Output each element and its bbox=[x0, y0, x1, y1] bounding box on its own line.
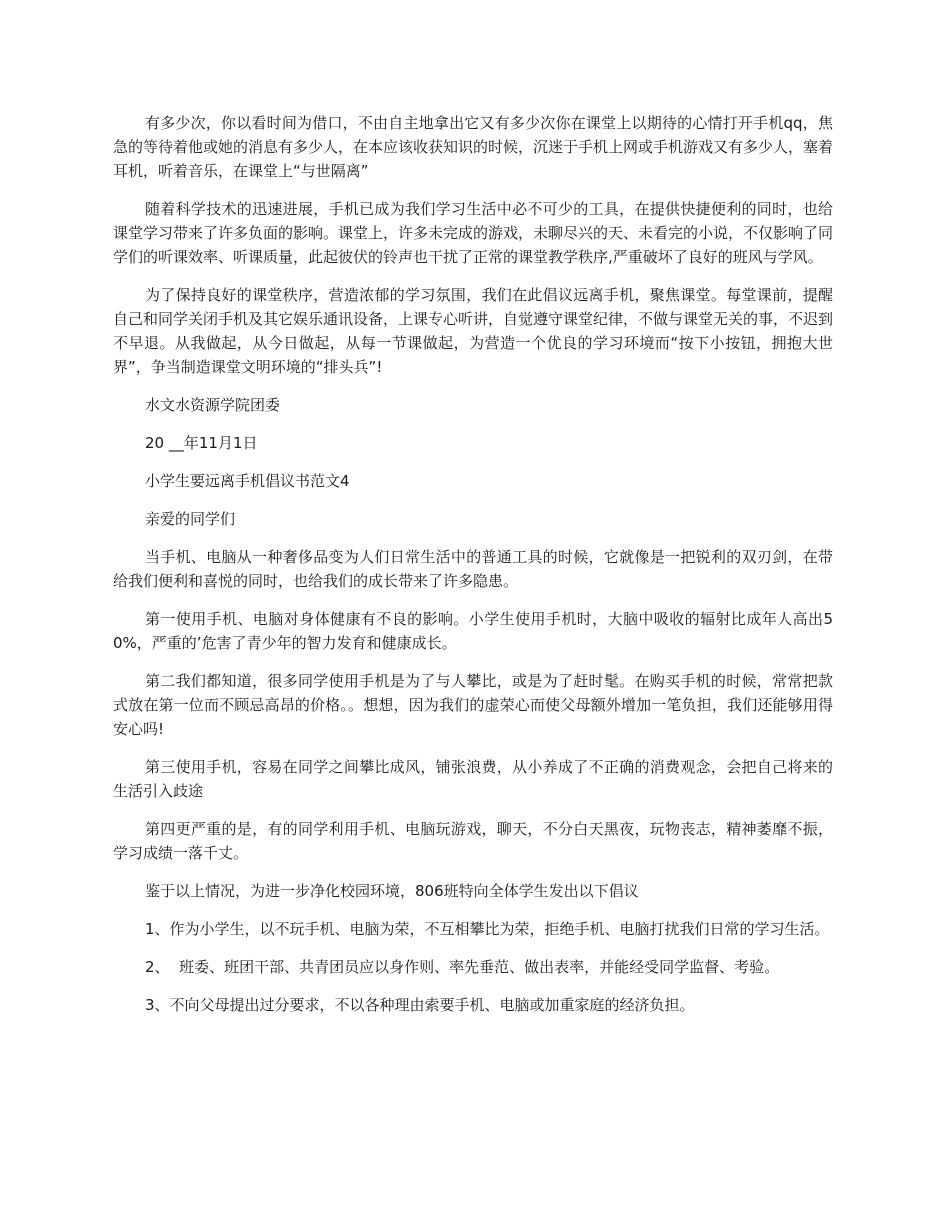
paragraph-double-edged-sword: 当手机、电脑从一种奢侈品变为人们日常生活中的普通工具的时候，它就像是一把锐利的双刃剑，在带给我们便利和喜悦的同时，也给我们的成长带来了许多隐患。 bbox=[113, 548, 833, 590]
paragraph-initiative: 为了保持良好的课堂秩序，营造浓郁的学习氛围，我们在此倡议远离手机，聚焦课堂。每堂课前，提醒自己和同学关闭手机及其它娱乐通讯设备，上课专心听讲，自觉遵守课堂纪律，不做与课堂无关的事，不迟到不早退。从我做起，从今日做起，从每一节课做起，为营造一个优良的学习环境而“按下小按钮，拥抱大世界”，争当制造课堂文明环境的“排头兵”! bbox=[113, 286, 834, 376]
paragraph-proposal-intro: 鉴于以上情况，为进一步净化校园环境，806班特向全体学生发出以下倡议 bbox=[145, 882, 639, 900]
document-body bbox=[113, 111, 833, 1031]
signature-organization: 水文水资源学院团委 bbox=[145, 396, 281, 414]
salutation: 亲爱的同学们 bbox=[145, 510, 236, 528]
section-title: 小学生要远离手机倡议书范文4 bbox=[145, 472, 350, 490]
proposal-item-2: 2、 班委、班团干部、共青团员应以身作则、率先垂范、做出表率，并能经受同学监督、考验。 bbox=[145, 958, 780, 976]
paragraph-point-one: 第一使用手机、电脑对身体健康有不良的影响。小学生使用手机时，大脑中吸收的辐射比成年人高出50%，严重的’危害了青少年的智力发育和健康成长。 bbox=[113, 610, 833, 652]
paragraph-technology-impact: 随着科学技术的迅速进展，手机已成为我们学习生活中必不可少的工具，在提供快捷便利的同时，也给课堂学习带来了许多负面的影响。课堂上，许多未完成的游戏，未聊尽兴的天、未看完的小说，不仅影响了同学们的听课效率、听课质量，此起彼伏的铃声也干扰了正常的课堂教学秩序,严重破坏了良好的班风与学风。 bbox=[113, 200, 834, 266]
paragraph-class-phone-habits: 有多少次，你以看时间为借口，不由自主地拿出它又有多少次你在课堂上以期待的心情打开手机qq，焦急的等待着他或她的消息有多少人，在本应该收获知识的时候，沉迷于手机上网或手机游戏又有多少人，塞着耳机，听着音乐，在课堂上“与世隔离” bbox=[113, 114, 834, 180]
paragraph-point-three: 第三使用手机，容易在同学之间攀比成风，铺张浪费，从小养成了不正确的消费观念，会把自己将来的生活引入歧途 bbox=[113, 758, 833, 800]
proposal-item-3: 3、不向父母提出过分要求，不以各种理由索要手机、电脑或加重家庭的经济负担。 bbox=[145, 996, 695, 1014]
signature-date: 20 __年11月1日 bbox=[145, 434, 258, 452]
paragraph-point-two: 第二我们都知道，很多同学使用手机是为了与人攀比，或是为了赶时髦。在购买手机的时候，常常把款式放在第一位而不顾忌高昂的价格。。想想，因为我们的虚荣心而使父母额外增加一笔负担，我们还能够用得安心吗! bbox=[113, 672, 833, 738]
proposal-item-1: 1、作为小学生，以不玩手机、电脑为荣，不互相攀比为荣，拒绝手机、电脑打扰我们日常的学习生活。 bbox=[145, 920, 830, 938]
paragraph-point-four: 第四更严重的是，有的同学利用手机、电脑玩游戏，聊天，不分白天黑夜，玩物丧志，精神萎靡不振，学习成绩一落千丈。 bbox=[113, 820, 833, 862]
